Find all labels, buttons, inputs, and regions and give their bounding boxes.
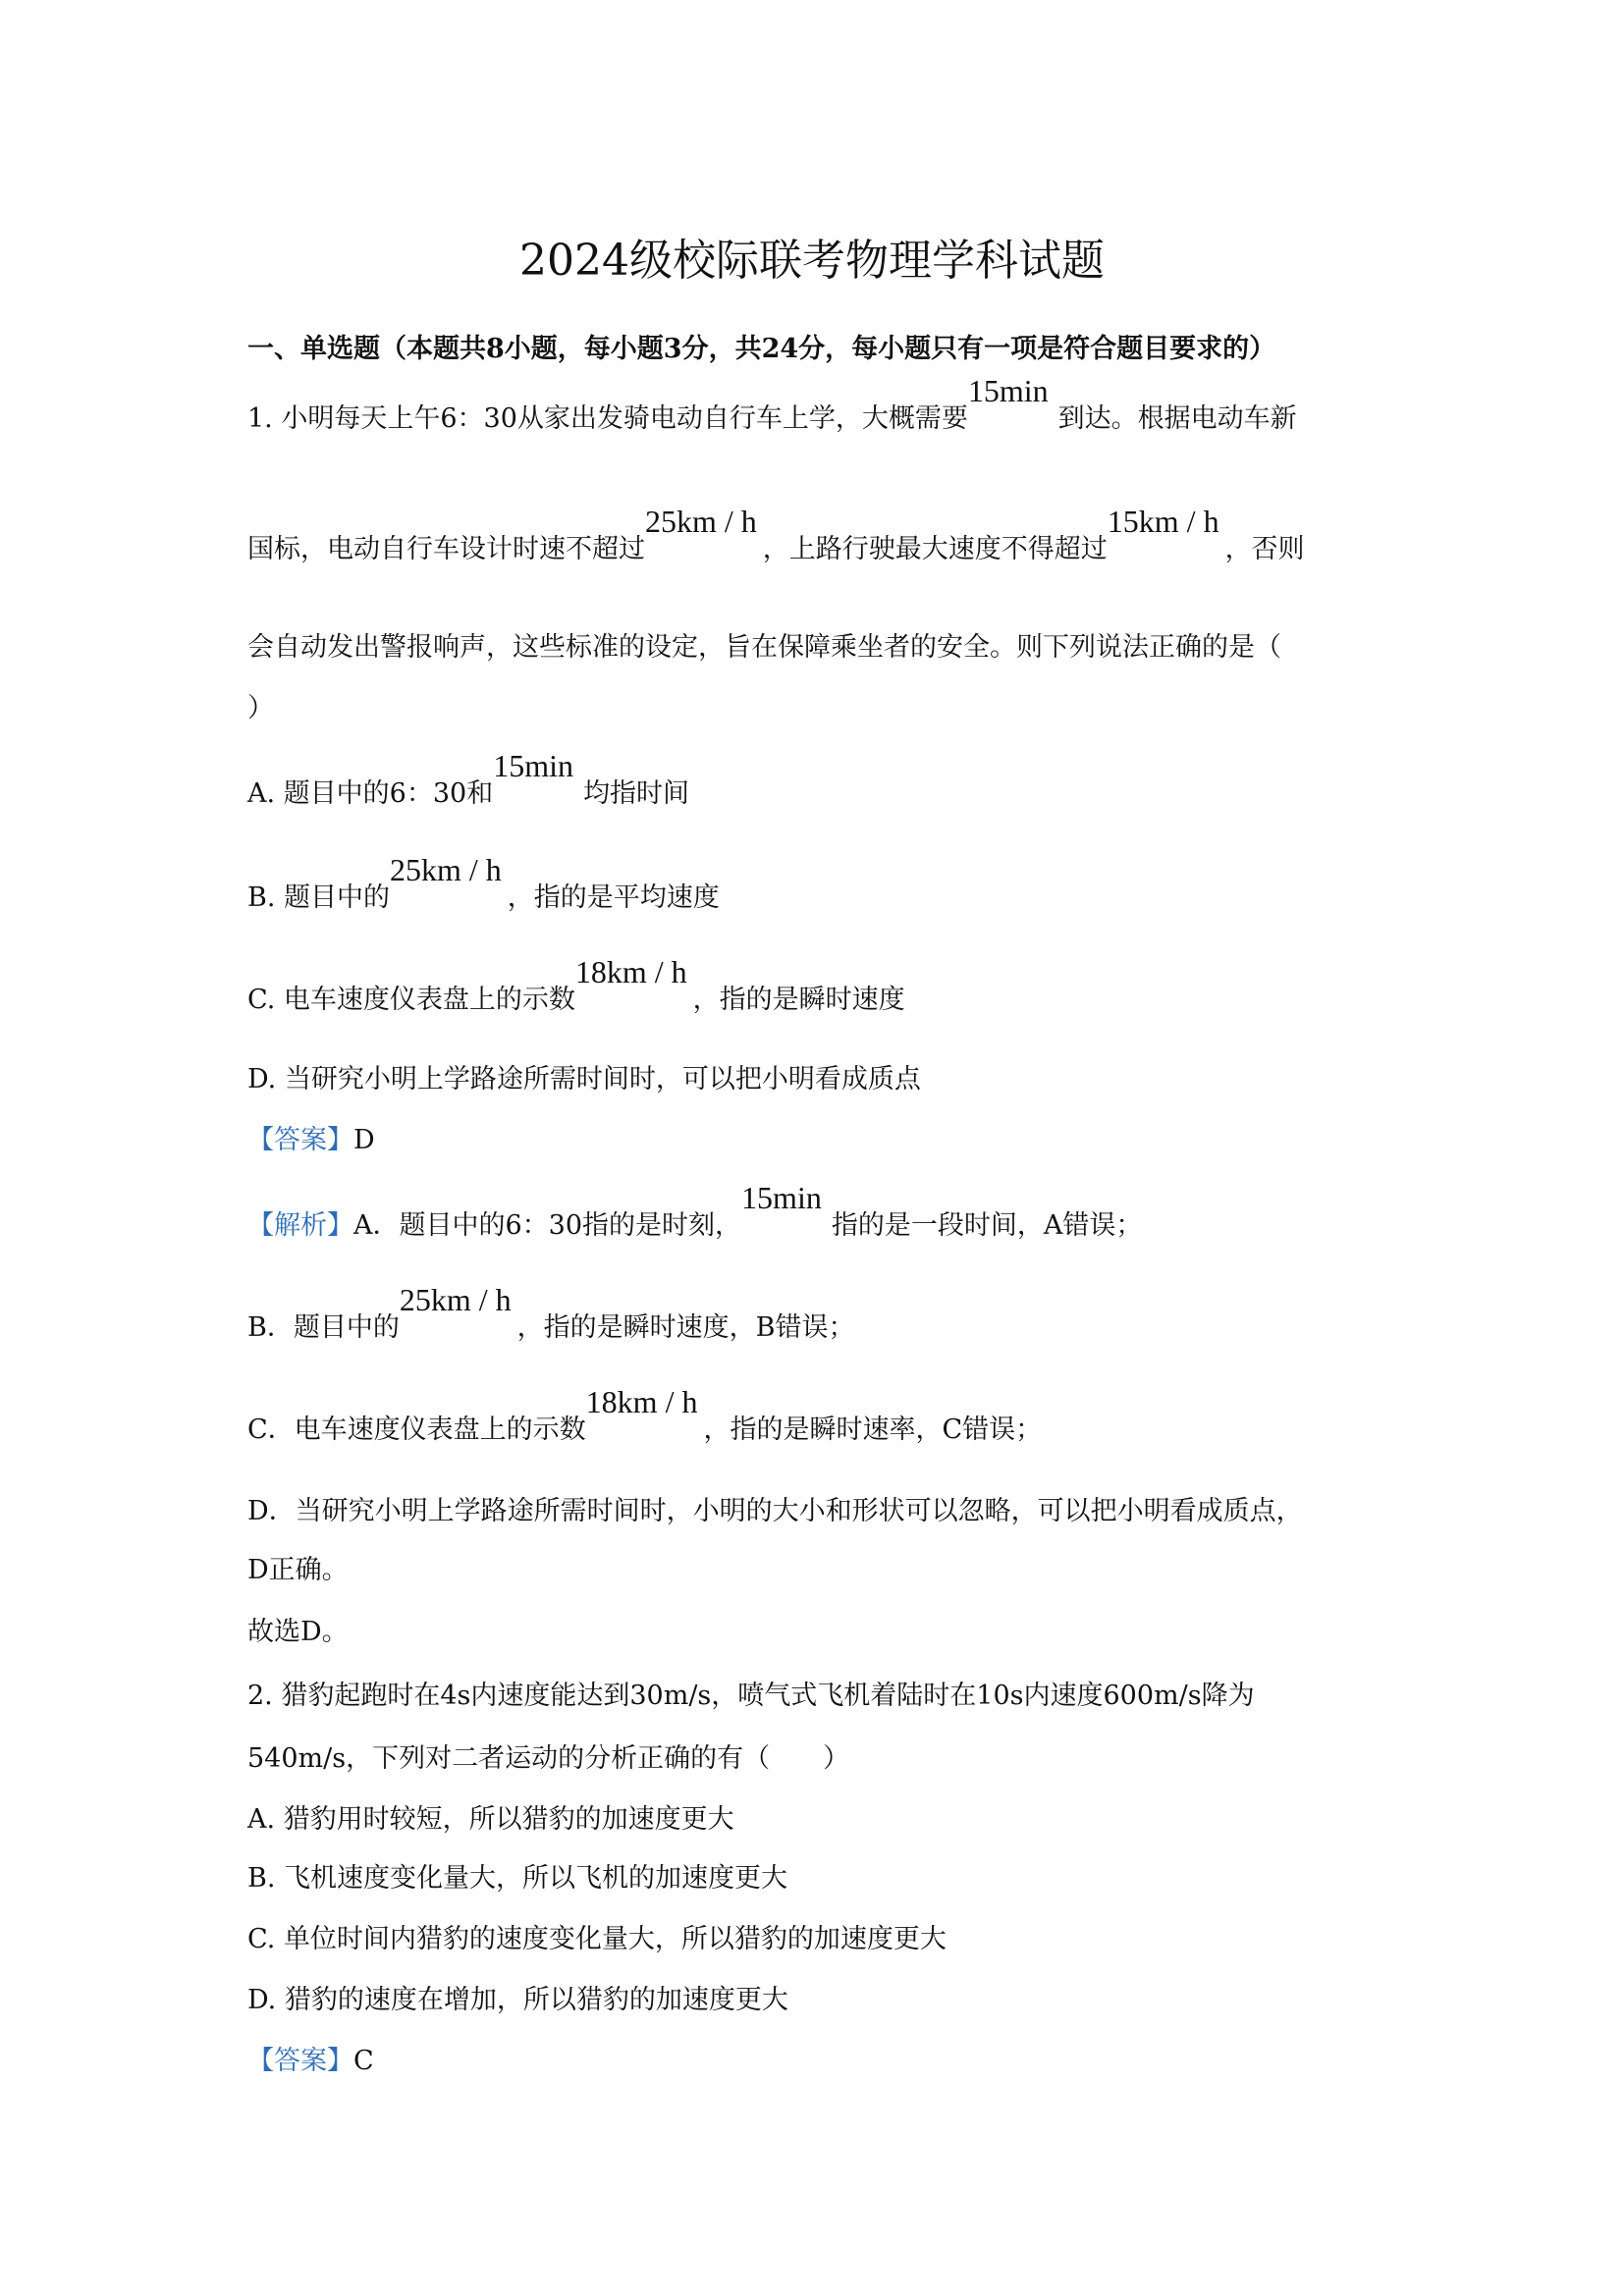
option-text: 均指时间 <box>582 778 689 809</box>
analysis-text: B．题目中的 <box>247 1312 400 1343</box>
q1-stem-line-1 <box>247 373 1297 439</box>
q1-answer <box>247 1121 375 1160</box>
q2-option-c: C. 单位时间内猎豹的速度变化量大，所以猎豹的加速度更大 <box>247 1924 947 1954</box>
q1-stem-math-speed: 25km / h <box>645 504 757 539</box>
q2-stem-line-2: 540m/s，下列对二者运动的分析正确的有（ ） <box>247 1743 850 1774</box>
option-text: ，指的是平均速度 <box>507 882 720 913</box>
analysis-text: ，指的是瞬时速度，B错误； <box>516 1312 855 1343</box>
option-math: 15min <box>493 748 573 783</box>
q1-analysis-line-2 <box>247 1282 855 1348</box>
answer-label: 【答案】 <box>247 1125 353 1155</box>
analysis-math: 25km / h <box>399 1282 512 1317</box>
option-text: A. 题目中的6：30和 <box>247 778 494 809</box>
q2-stem-line-1: 2. 猎豹起跑时在4s内速度能达到30m/s，喷气式飞机着陆时在10s内速度600m/s降为 <box>247 1681 1255 1711</box>
q1-analysis-line-3 <box>247 1384 1043 1450</box>
q2-option-d: D. 猎豹的速度在增加，所以猎豹的加速度更大 <box>247 1985 788 2015</box>
analysis-label: 【解析】 <box>247 1210 353 1241</box>
q1-option-b <box>247 852 720 918</box>
answer-value: D <box>353 1125 375 1155</box>
analysis-text: ，指的是瞬时速率，C错误； <box>703 1415 1043 1445</box>
q1-stem-text: 到达。根据电动车新 <box>1057 403 1297 434</box>
q1-stem-text: 1. 小明每天上午6：30从家出发骑电动自行车上学，大概需要 <box>247 403 968 434</box>
analysis-text: 指的是一段时间，A错误； <box>831 1210 1143 1241</box>
q1-stem-math-speed: 15km / h <box>1107 504 1219 539</box>
option-text: B. 题目中的 <box>247 882 391 913</box>
section-heading: 一、单选题（本题共8小题，每小题3分，共24分，每小题只有一项是符合题目要求的） <box>247 334 1276 364</box>
q1-stem-line-3: 会自动发出警报响声，这些标准的设定，旨在保障乘坐者的安全。则下列说法正确的是（ <box>247 632 1281 663</box>
option-math: 18km / h <box>574 954 687 989</box>
q1-stem-math-time: 15min <box>967 373 1049 408</box>
q1-stem-line-2 <box>247 504 1305 569</box>
q1-analysis-line-1 <box>247 1180 1143 1246</box>
q2-option-a: A. 猎豹用时较短，所以猎豹的加速度更大 <box>247 1804 734 1835</box>
option-text: ，指的是瞬时速度 <box>692 985 905 1015</box>
analysis-text: C．电车速度仪表盘上的示数 <box>247 1415 586 1445</box>
q2-answer <box>247 2042 374 2081</box>
q2-option-b: B. 飞机速度变化量大，所以飞机的加速度更大 <box>247 1863 788 1894</box>
q1-stem-text: ，否则 <box>1224 534 1305 564</box>
q1-stem-line-4: ） <box>247 693 274 723</box>
q1-option-a <box>247 748 689 814</box>
analysis-text: A．题目中的6：30指的是时刻， <box>353 1210 742 1241</box>
answer-label: 【答案】 <box>247 2046 353 2076</box>
q1-analysis-line-4: D．当研究小明上学路途所需时间时，小明的大小和形状可以忽略，可以把小明看成质点， <box>247 1496 1303 1526</box>
analysis-math: 18km / h <box>585 1384 698 1419</box>
q1-stem-text: ，上路行驶最大速度不得超过 <box>762 534 1108 564</box>
q1-analysis-line-5: D正确。 <box>247 1555 349 1585</box>
page-title: 2024级校际联考物理学科试题 <box>519 236 1105 286</box>
q1-stem-text: 国标，电动自行车设计时速不超过 <box>247 534 645 564</box>
option-math: 25km / h <box>390 852 502 887</box>
option-text: C. 电车速度仪表盘上的示数 <box>247 985 575 1015</box>
q1-option-c <box>247 954 905 1020</box>
q1-conclusion: 故选D。 <box>247 1617 349 1647</box>
answer-value: C <box>353 2046 374 2076</box>
analysis-math: 15min <box>741 1180 822 1215</box>
q1-option-d: D. 当研究小明上学路途所需时间时，可以把小明看成质点 <box>247 1064 921 1095</box>
